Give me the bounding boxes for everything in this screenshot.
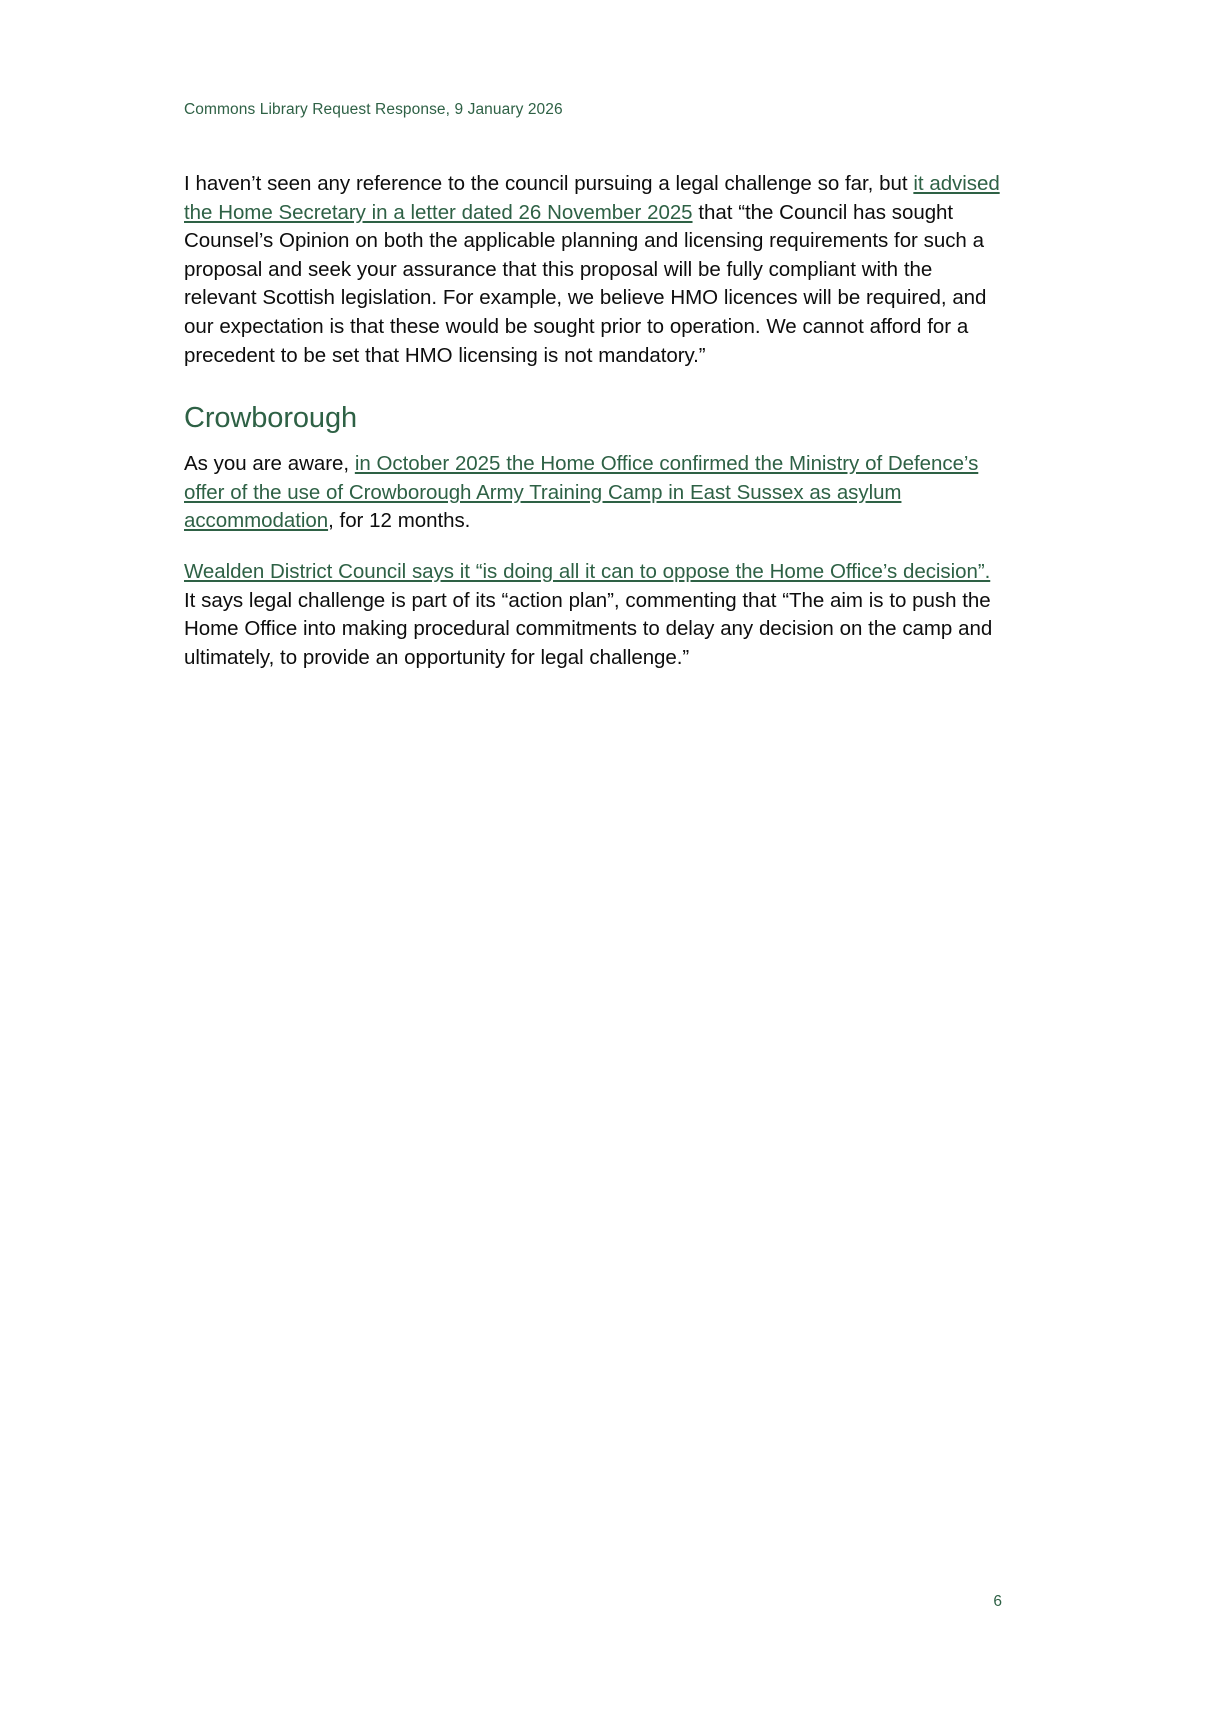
paragraph-text-segment: As you are aware, — [184, 452, 355, 476]
link-home-office-confirmation[interactable]: in October 2025 the Home Office confirmed the Ministry of Defence’s offer of the use of Crowborough Army Training Camp in East Sussex as asylum accommodation — [184, 452, 979, 533]
link-home-secretary-letter[interactable]: it advised the Home Secretary in a letter dated 26 November 2025 — [184, 172, 1000, 224]
document-header: Commons Library Request Response, 9 January 2026 — [184, 101, 563, 118]
paragraph-crowborough-intro — [184, 450, 1002, 536]
heading-crowborough: Crowborough — [184, 402, 357, 435]
paragraph-text-segment: , for 12 months. — [328, 509, 471, 533]
page-number: 6 — [993, 1593, 1002, 1610]
link-wealden-district-council[interactable]: Wealden District Council says it “is doing all it can to oppose the Home Office’s decision”. — [184, 559, 991, 583]
paragraph-wealden-council — [184, 558, 1002, 672]
paragraph-legal-challenge — [184, 170, 1002, 370]
paragraph-text-segment: It says legal challenge is part of its “action plan”, commenting that “The aim is to push the Home Office into making procedural commitments to delay any decision on the camp and ultimately, to provide an opportunity for legal challenge.” — [184, 588, 993, 669]
paragraph-text-segment: that “the Council has sought Counsel’s Opinion on both the applicable planning and licensing requirements for such a proposal and seek your assurance that this proposal will be fully compliant with the relevant Scottish legislation. For example, we believe HMO licences will be required, and our expectation is that these would be sought prior to operation. We cannot afford for a precedent to be set that HMO licensing is not mandatory.” — [184, 200, 987, 367]
document-body — [184, 170, 1002, 694]
paragraph-text-segment: I haven’t seen any reference to the council pursuing a legal challenge so far, but — [184, 172, 914, 195]
